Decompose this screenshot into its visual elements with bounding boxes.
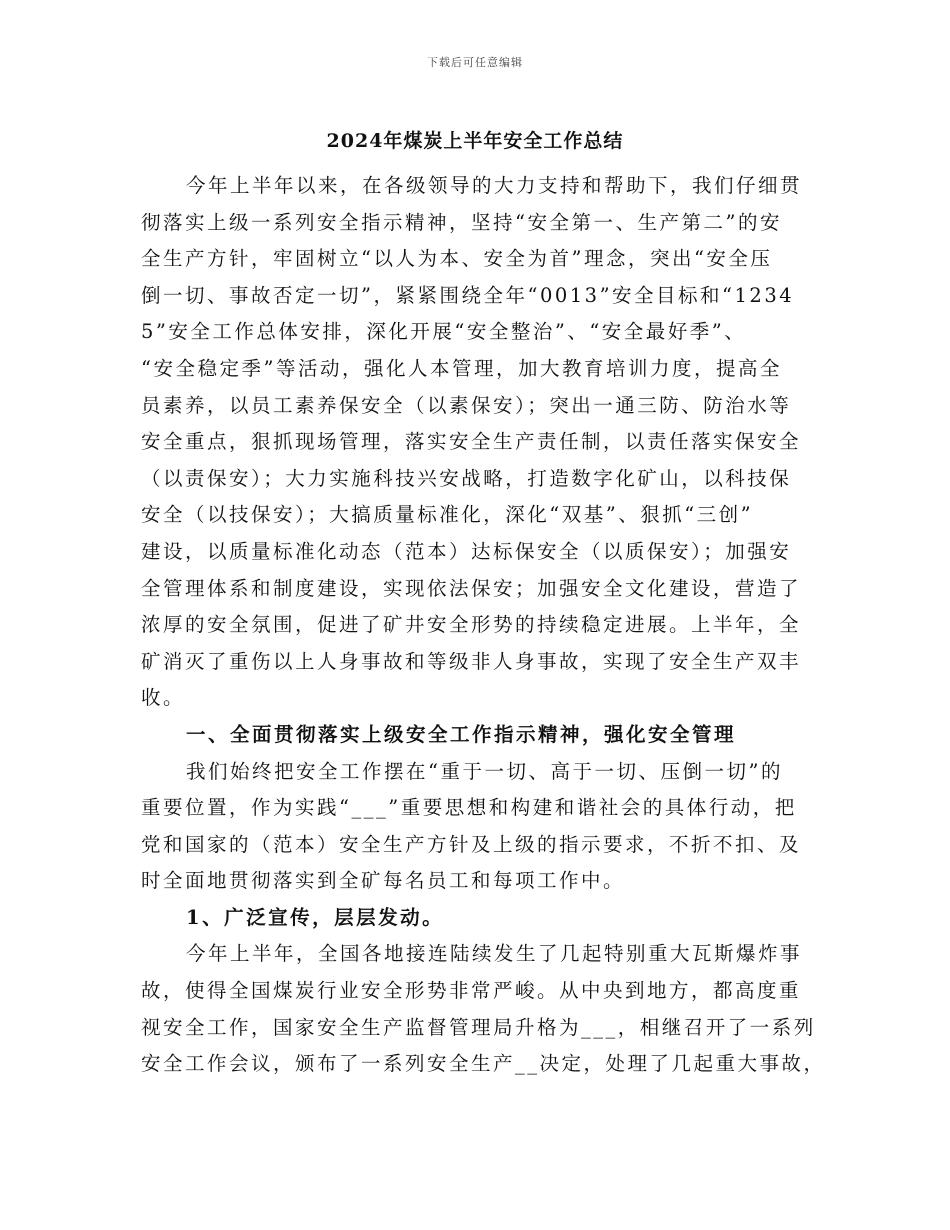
- text-line: 彻落实上级一系列安全指示精神，坚持“安全第一、生产第二”的安: [141, 210, 782, 234]
- section-heading: 一、全面贯彻落实上级安全工作指示精神，强化安全管理: [186, 722, 737, 746]
- text-line: 安全重点，狠抓现场管理，落实安全生产责任制，以责任落实保安全: [141, 430, 802, 454]
- text-line: 我们始终把安全工作摆在“重于一切、高于一切、压倒一切”的: [186, 759, 783, 783]
- text-line: 倒一切、事故否定一切”，紧紧围绕全年“0013”安全目标和“1234: [141, 283, 795, 307]
- text-line: 党和国家的（范本）安全生产方针及上级的指示要求，不折不扣、及: [141, 832, 802, 856]
- text-line: 重要位置，作为实践“___”重要思想和构建和谐社会的具体行动，把: [141, 796, 797, 820]
- text-line: 今年上半年以来，在各级领导的大力支持和帮助下，我们仔细贯: [186, 174, 803, 197]
- text-line: 矿消灭了重伤以上人身事故和等级非人身事故，实现了安全生产双丰: [141, 649, 802, 673]
- document-body: [141, 168, 826, 1083]
- text-line: 浓厚的安全氛围，促进了矿井安全形势的持续稳定进展。上半年，全: [141, 613, 802, 637]
- text-line: 建设，以质量标准化动态（范本）达标保安全（以质保安）；加强安: [141, 539, 792, 563]
- text-line: 全管理体系和制度建设，实现依法保安；加强安全文化建设，营造了: [141, 576, 802, 600]
- header-note: 下载后可任意编辑: [427, 56, 523, 69]
- text-line: “安全稳定季”等活动，强化人本管理，加大教育培训力度，提高全: [141, 356, 782, 380]
- text-line: 今年上半年，全国各地接连陆续发生了几起特别重大瓦斯爆炸事: [186, 942, 803, 966]
- text-line: 视安全工作，国家安全生产监督管理局升格为___，相继召开了一系列: [141, 1015, 816, 1039]
- text-line: 安全（以技保安）；大搞质量标准化，深化“双基”、狠抓“三创”: [141, 503, 754, 527]
- text-line: 员素养，以员工素养保安全（以素保安）；突出一通三防、防治水等: [141, 393, 792, 417]
- text-line: 安全工作会议，颁布了一系列安全生产__决定，处理了几起重大事故，: [141, 1052, 826, 1076]
- text-line: （以责保安）；大力实施科技兴安战略，打造数字化矿山，以科技保: [141, 466, 792, 490]
- text-line: 收。: [141, 686, 186, 710]
- text-line: 5”安全工作总体安排，深化开展“安全整治”、“安全最好季”、: [141, 320, 747, 344]
- text-line: 时全面地贯彻落实到全矿每名员工和每项工作中。: [141, 869, 626, 893]
- section-heading: 1、广泛宣传，层层发动。: [186, 905, 445, 929]
- document-title: 2024年煤炭上半年安全工作总结: [326, 130, 624, 152]
- text-line: 全生产方针，牢固树立“以人为本、安全为首”理念，突出“安全压: [141, 247, 773, 271]
- text-line: 故，使得全国煤炭行业安全形势非常严峻。从中央到地方，都高度重: [141, 979, 802, 1003]
